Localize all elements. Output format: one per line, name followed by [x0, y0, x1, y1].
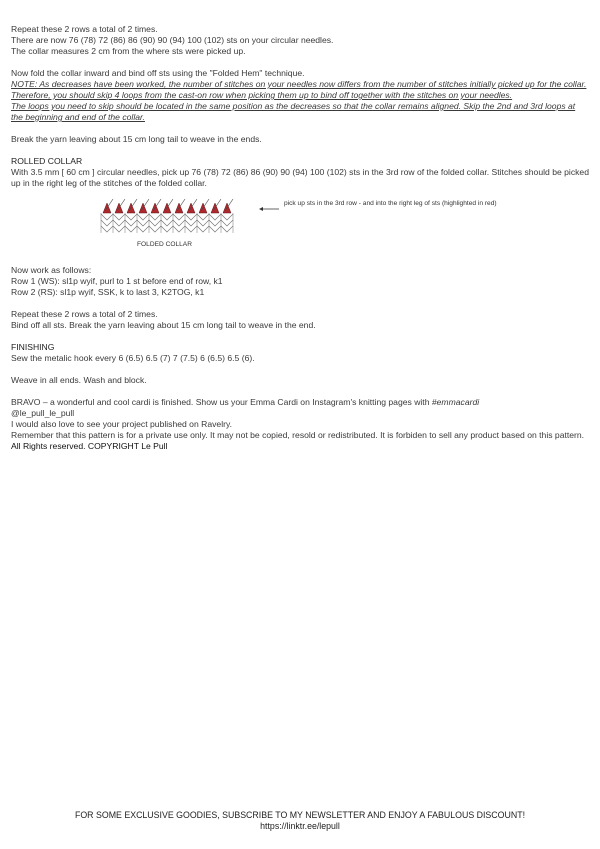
- rights-text: All Rights reserved. COPYRIGHT Le Pull: [11, 441, 168, 451]
- rolled-collar-section: [11, 156, 589, 189]
- stitch-v: [197, 214, 209, 220]
- fold-instructions: [11, 68, 589, 123]
- work-instructions: [11, 265, 589, 298]
- stitch-v: [173, 214, 185, 220]
- newsletter-link[interactable]: https://linktr.ee/lepull: [260, 821, 340, 831]
- stitch-v: [161, 214, 173, 220]
- stitch-count: There are now 76 (78) 72 (86) 86 (90) 90 (94) 100 (102) sts on your circular needles.: [11, 35, 334, 45]
- collar-measure: The collar measures 2 cm from the where sts were picked up.: [11, 46, 246, 56]
- repeat-instruction: Repeat these 2 rows a total of 2 times.: [11, 24, 158, 34]
- pattern-page: [11, 24, 589, 452]
- stitch-v: [113, 214, 125, 220]
- newsletter-text: FOR SOME EXCLUSIVE GOODIES, SUBSCRIBE TO MY NEWSLETTER AND ENJOY A FABULOUS DISCOUNT!: [74, 810, 526, 820]
- bind-off-line: Bind off all sts. Break the yarn leaving about 15 cm long tail to weave in the end.: [11, 320, 316, 330]
- fold-intro: Now fold the collar inward and bind off sts using the "Folded Hem" technique.: [11, 68, 305, 78]
- pointer-arrowhead: [259, 207, 263, 211]
- stitch-v: [209, 220, 221, 226]
- repeat-section: [11, 309, 589, 331]
- stitch-v: [101, 220, 113, 226]
- bravo-line: [11, 397, 589, 408]
- stitch-v: [197, 220, 209, 226]
- stitch-v: [197, 226, 209, 232]
- stitch-v: [221, 226, 233, 232]
- stitch-v: [209, 214, 221, 220]
- stitch-v: [101, 214, 113, 220]
- row-2: Row 2 (RS): sl1p wyif, SSK, k to last 3, K2TOG, k1: [11, 287, 205, 297]
- finishing-section: [11, 342, 589, 364]
- stitch-v: [185, 226, 197, 232]
- rolled-collar-heading: ROLLED COLLAR: [11, 156, 83, 166]
- private-use-text: Remember that this pattern is for a private use only. It may not be copied, resold or redistributed. It is forbiden to sell any product based on this pattern.: [11, 430, 585, 440]
- stitch-v: [137, 220, 149, 226]
- note-skip-loops: The loops you need to skip should be located in the same position as the decreases so that the collar remains aligned. Skip the 2nd and 3rd loops at the beginning and end of the collar.: [11, 101, 576, 122]
- stitch-v: [125, 220, 137, 226]
- stitch-v: [101, 226, 113, 232]
- stitch-v: [125, 226, 137, 232]
- stitch-v: [209, 226, 221, 232]
- rows-summary: [11, 24, 589, 57]
- closing-section: [11, 397, 589, 452]
- stitch-v: [173, 226, 185, 232]
- stitch-v: [125, 214, 137, 220]
- copyright-line: [11, 430, 589, 452]
- stitch-v: [137, 226, 149, 232]
- repeat-line: Repeat these 2 rows a total of 2 times.: [11, 309, 158, 319]
- stitch-v: [221, 220, 233, 226]
- hashtag[interactable]: #emmacardi: [431, 397, 480, 407]
- stitch-v: [113, 226, 125, 232]
- newsletter-footer: [0, 810, 600, 832]
- work-intro: Now work as follows:: [11, 265, 92, 275]
- break-yarn-text: Break the yarn leaving about 15 cm long tail to weave in the ends.: [11, 134, 262, 144]
- stitch-v: [149, 214, 161, 220]
- stitch-v: [185, 220, 197, 226]
- row-1: Row 1 (WS): sl1p wyif, purl to 1 st before end of row, k1: [11, 276, 223, 286]
- ravelry-line: I would also love to see your project published on Ravelry.: [11, 419, 233, 429]
- stitch-v: [149, 226, 161, 232]
- stitch-v: [149, 220, 161, 226]
- bravo-text: BRAVO – a wonderful and cool cardi is finished. Show us your Emma Cardi on Instagram's knitting pages with: [11, 397, 432, 407]
- stitch-v: [113, 220, 125, 226]
- folded-collar-diagram: [11, 197, 589, 253]
- rolled-collar-text: With 3.5 mm [ 60 cm ] circular needles, pick up 76 (78) 72 (86) 86 (90) 90 (94) 100 (102) sts in the 3rd row of the folded collar. Stitches should be picked up in the right leg of the stitches of the folded collar.: [11, 167, 589, 188]
- finishing-text: Sew the metalic hook every 6 (6.5) 6.5 (7) 7 (7.5) 6 (6.5) 6.5 (6).: [11, 353, 255, 363]
- stitch-v: [137, 214, 149, 220]
- stitch-v: [161, 226, 173, 232]
- stitch-v: [185, 214, 197, 220]
- diagram-caption: FOLDED COLLAR: [137, 241, 192, 248]
- instagram-handle[interactable]: @le_pull_le_pull: [11, 408, 75, 418]
- stitch-v: [161, 220, 173, 226]
- diagram-arrow-label: pick up sts in the 3rd row - and into the right leg of sts (highlighted in red): [284, 200, 497, 207]
- note-decreases: NOTE: As decreases have been worked, the number of stitches on your needles now differs from the number of stitches initially picked up for the collar. Therefore, you should skip 4 loops from the cast-on row when picking them up to bind off together with the stitches on your needles.: [11, 79, 587, 100]
- stitch-v: [173, 220, 185, 226]
- stitch-v: [221, 214, 233, 220]
- finishing-heading: FINISHING: [11, 342, 55, 352]
- stitch-grid: [101, 199, 233, 233]
- weave-text: Weave in all ends. Wash and block.: [11, 375, 147, 385]
